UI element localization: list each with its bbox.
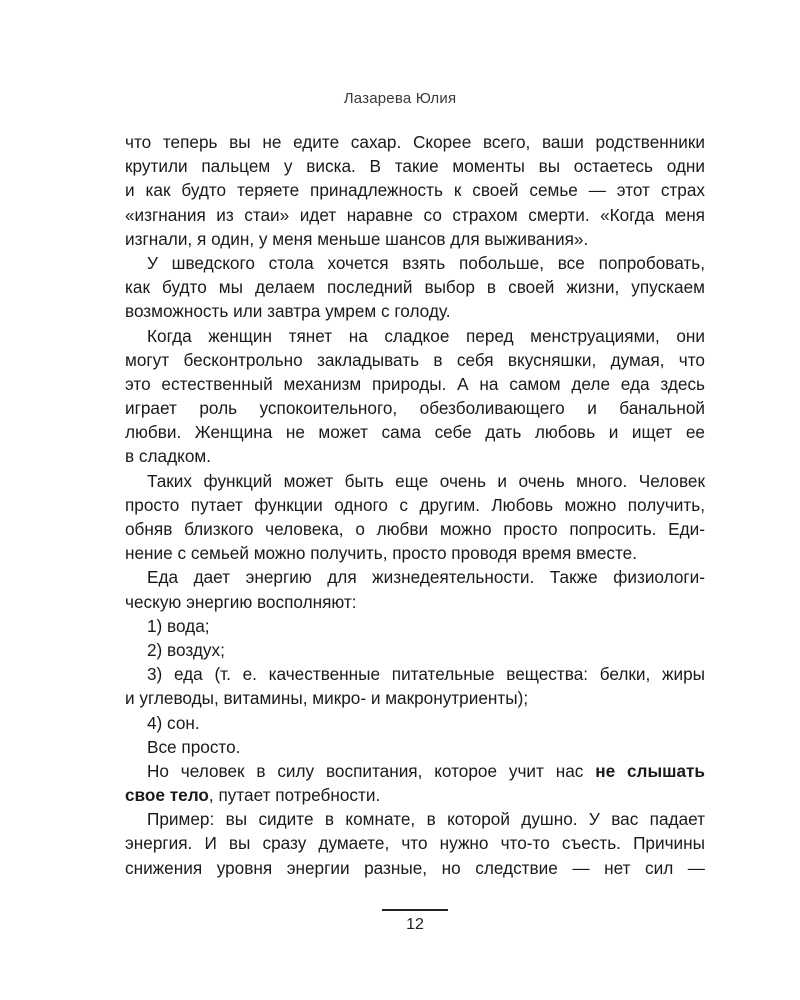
running-header-author: Лазарева Юлия	[343, 90, 457, 107]
text-line: это естественный механизм природы. А на самом деле еда здесь	[125, 373, 705, 394]
text-line: 1) вода;	[147, 615, 210, 636]
text-line: Когда женщин тянет на сладкое перед менструациями, они	[147, 325, 705, 346]
text-line: Все просто.	[147, 736, 241, 757]
text-line: 4) сон.	[147, 712, 200, 733]
bold-emphasis: не слышать	[595, 760, 705, 781]
text-line: нение с семьей можно получить, просто проводя время вместе.	[125, 543, 638, 564]
body-text	[125, 130, 705, 880]
text-line: 2) воздух;	[147, 639, 225, 660]
text-line: и углеводы, витамины, микро- и макронутриенты);	[125, 688, 529, 709]
text-line	[125, 783, 705, 807]
text-line: в сладком.	[125, 446, 211, 467]
page-number-rule	[382, 909, 448, 911]
text-line: ческую энергию восполняют:	[125, 591, 357, 612]
text-line: и как будто теряете принадлежность к своей семье — этот страх	[125, 180, 705, 201]
text-line: могут бесконтрольно закладывать в себя вкусняшки, думая, что	[125, 349, 705, 370]
text-line: просто путает функции одного с другим. Любовь можно получить,	[125, 494, 705, 515]
text-line: как будто мы делаем последний выбор в своей жизни, упускаем	[125, 277, 705, 298]
text-line: любви. Женщина не может сама себе дать любовь и ищет ее	[125, 422, 705, 443]
text-line: «изгнания из стаи» идет наравне со страхом смерти. «Когда меня	[125, 204, 705, 225]
text-line: 3) еда (т. е. качественные питательные вещества: белки, жиры	[147, 664, 705, 685]
text-line: возможность или завтра умрем с голоду.	[125, 301, 451, 322]
text-line: снижения уровня энергии разные, но следствие — нет сил —	[125, 857, 705, 878]
page-number: 12	[406, 916, 424, 933]
text-line: У шведского стола хочется взять побольше, все попробовать,	[147, 252, 705, 273]
text-segment: Но человек в силу воспитания, которое учит нас	[147, 760, 596, 781]
text-line: обняв близкого человека, о любви можно просто попросить. Еди-	[125, 519, 705, 539]
text-line: изгнали, я один, у меня меньше шансов для выживания».	[125, 228, 589, 249]
text-line: Таких функций может быть еще очень и очень много. Человек	[147, 470, 705, 491]
text-line	[125, 759, 705, 783]
text-line: Пример: вы сидите в комнате, в которой душно. У вас падает	[147, 809, 705, 830]
text-line: Еда дает энергию для жизнедеятельности. Также физиологи-	[147, 567, 705, 588]
text-line: крутили пальцем у виска. В такие моменты вы остаетесь одни	[125, 156, 705, 177]
text-segment: , путает потребности.	[208, 785, 381, 806]
text-line: энергия. И вы сразу думаете, что нужно что-то съесть. Причины	[125, 833, 705, 854]
text-line: играет роль успокоительного, обезболивающего и банальной	[125, 398, 705, 419]
bold-emphasis: свое тело	[125, 785, 209, 806]
text-line: что теперь вы не едите сахар. Скорее всего, ваши родственники	[125, 132, 705, 152]
